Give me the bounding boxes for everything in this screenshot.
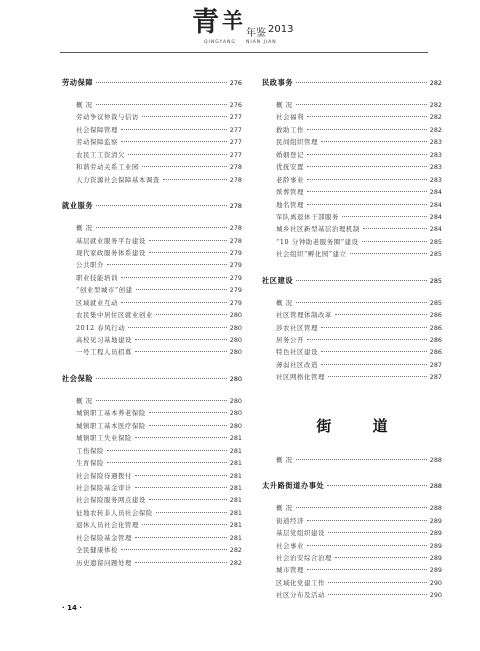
toc-entry-label: 退休人员社会化管理: [76, 521, 139, 530]
toc-entry-page: 289: [429, 529, 442, 538]
toc-entry-page: 280: [229, 348, 242, 357]
toc-entry-page: 282: [429, 79, 442, 87]
dot-leader: [107, 264, 227, 265]
dot-leader: [96, 227, 227, 228]
toc-entry-page: 279: [229, 261, 242, 270]
toc-entry-page: 278: [229, 175, 242, 184]
toc-entry: [262, 249, 442, 261]
toc-entry-label: 街道经济: [276, 516, 304, 525]
toc-entry: [62, 310, 242, 322]
toc-entry: [62, 112, 242, 124]
toc-entry-label: 概 况: [276, 298, 293, 307]
dot-leader: [335, 557, 427, 558]
toc-entry-page: 278: [229, 202, 242, 211]
toc-entry-label: 劳动保障: [62, 78, 94, 87]
dot-leader: [149, 240, 227, 241]
toc-entry: [62, 495, 242, 507]
toc-entry-label: 婚姻登记: [276, 150, 304, 159]
toc-entry-label: 城镇职工基本医疗保险: [76, 421, 146, 430]
toc-entry-label: 高校见习基地建设: [76, 336, 132, 344]
page-number: · 14 ·: [62, 604, 82, 612]
toc-entry-page: 283: [429, 163, 442, 172]
toc-entry-page: 290: [429, 591, 442, 600]
toc-entry-page: 282: [429, 113, 442, 122]
toc-entry-label: 社会治安综合治理: [276, 553, 332, 562]
dot-leader: [149, 412, 227, 413]
toc-entry: [262, 347, 442, 359]
dot-leader: [96, 378, 227, 379]
toc-entry-label: 一号工程人员招募: [76, 348, 132, 357]
toc-entry-page: 280: [229, 336, 242, 344]
dot-leader: [321, 327, 427, 328]
toc-entry: [262, 100, 442, 112]
dot-leader: [321, 364, 427, 365]
toc-entry-label: 征地农转非人员社会保险: [76, 508, 153, 517]
toc-entry: [262, 323, 442, 335]
dot-leader: [121, 129, 227, 130]
toc-entry: [262, 150, 442, 162]
toc-entry-page: 288: [429, 455, 442, 464]
toc-entry-label: “创业型城市”创建: [76, 286, 133, 295]
toc-entry-page: 278: [229, 236, 242, 245]
toc-entry: [62, 396, 242, 408]
logo-latin-right: NIAN JIAN: [246, 40, 277, 45]
dot-leader: [296, 280, 427, 281]
dot-leader: [121, 277, 227, 278]
dot-leader: [142, 524, 227, 525]
toc-entry-page: 281: [229, 446, 242, 455]
toc-entry-page: 283: [429, 150, 442, 159]
dot-leader: [149, 252, 227, 253]
logo-character-qing: 青: [192, 7, 219, 38]
toc-entry-label: 2012 春风行动: [76, 323, 126, 332]
toc-entry-label: 概 况: [76, 101, 93, 109]
toc-entry-page: 282: [429, 101, 442, 109]
toc-entry-page: 287: [429, 360, 442, 369]
dot-leader: [96, 104, 227, 105]
toc-entry-page: 289: [429, 541, 442, 550]
dot-leader: [107, 462, 227, 463]
toc-entry-label: 社会保障管理: [76, 125, 118, 134]
toc-entry-page: 284: [429, 188, 442, 197]
toc-entry: [62, 285, 242, 297]
toc-entry: [62, 433, 242, 445]
dot-leader: [296, 507, 427, 508]
dot-leader: [307, 154, 427, 155]
toc-entry: [262, 455, 442, 467]
toc-entry-label: 社区网格化管理: [276, 373, 325, 382]
toc-entry-page: 284: [429, 200, 442, 209]
toc-entry-label: 城市管理: [276, 566, 304, 575]
toc-entry-label: 社会事业: [276, 541, 304, 550]
dot-leader: [363, 228, 427, 229]
toc-entry-label: 太升路街道办事处: [262, 481, 325, 491]
toc-entry-label: 社区管理体制改革: [276, 311, 332, 320]
toc-entry-label: 和谐劳动关系工业园: [76, 163, 139, 172]
toc-entry-label: 历史遗留问题处理: [76, 558, 132, 567]
logo-character-yang: 羊: [222, 8, 243, 33]
toc-entry-label: 社会保险服务网点建设: [76, 496, 146, 505]
toc-entry-label: 就业服务: [62, 201, 94, 211]
dot-leader: [107, 450, 227, 451]
dot-leader: [307, 520, 427, 521]
dot-leader: [96, 205, 227, 206]
toc-entry-page: 280: [229, 409, 242, 418]
toc-entry-page: 290: [429, 578, 442, 587]
toc-entry-page: 289: [429, 516, 442, 525]
dot-leader: [328, 376, 427, 377]
toc-entry: [62, 545, 242, 557]
toc-entry-page: 286: [429, 348, 442, 357]
toc-entry-label: 社会保险基金管理: [76, 533, 132, 542]
toc-entry: [62, 223, 242, 235]
dot-leader: [135, 537, 227, 538]
toc-entry-label: 概 况: [276, 455, 293, 464]
toc-entry-page: 276: [229, 79, 242, 87]
toc-entry-label: 救助工作: [276, 125, 304, 134]
toc-section-heading: [62, 374, 242, 389]
toc-entry: [62, 175, 242, 187]
dot-leader: [307, 166, 427, 167]
toc-entry: [262, 335, 442, 347]
dot-leader: [328, 532, 427, 533]
dot-leader: [135, 339, 227, 340]
toc-section-heading: [262, 481, 442, 496]
toc-entry-page: 279: [229, 298, 242, 307]
toc-entry-label: 人力资源社会保障基本调查: [76, 175, 160, 184]
toc-entry: [62, 137, 242, 149]
dot-leader: [135, 437, 227, 438]
dot-leader: [335, 314, 427, 315]
toc-entry: [262, 175, 442, 187]
toc-section-heading: [262, 276, 442, 291]
toc-entry: [62, 323, 242, 335]
toc-entry: [262, 298, 442, 310]
toc-entry-page: 278: [229, 163, 242, 172]
dot-leader: [321, 141, 427, 142]
toc-entry-label: 生育保险: [76, 459, 104, 468]
toc-entry-label: 优抚安置: [276, 163, 304, 172]
dot-leader: [321, 351, 427, 352]
toc-entry: [62, 150, 242, 162]
toc-entry-label: 现代家政服务体系建设: [76, 248, 146, 257]
toc-entry-page: 288: [429, 482, 442, 491]
toc-entry-label: 劳动争议仲裁与信访: [76, 113, 139, 122]
toc-entry-page: 285: [429, 276, 442, 285]
toc-entry: [62, 446, 242, 458]
toc-entry: [262, 200, 442, 212]
dot-leader: [328, 594, 427, 595]
dot-leader: [96, 82, 227, 83]
toc-entry-label: 社会保险待遇拨付: [76, 471, 132, 480]
dot-leader: [135, 562, 227, 563]
toc-entry-page: 282: [229, 546, 242, 555]
toc-entry-label: 薄弱社区改造: [276, 360, 318, 369]
toc-entry-page: 282: [429, 125, 442, 134]
toc-left-column: [62, 78, 242, 570]
toc-entry-label: 农民工工资清欠: [76, 150, 125, 159]
toc-entry-label: 农民集中居住区就业创业: [76, 311, 153, 320]
dot-leader: [156, 512, 227, 513]
toc-entry-page: 281: [229, 434, 242, 443]
toc-section-heading: [62, 201, 242, 216]
toc-entry-label: 城镇职工失业保险: [76, 434, 132, 443]
toc-entry-label: 工伤保险: [76, 446, 104, 455]
toc-entry-label: 社会组织“孵化园”建立: [276, 250, 347, 259]
toc-entry: [62, 421, 242, 433]
dot-leader: [136, 289, 227, 290]
dot-leader: [307, 204, 427, 205]
toc-entry-page: 281: [229, 483, 242, 492]
dot-leader: [128, 154, 227, 155]
toc-entry: [62, 558, 242, 570]
dot-leader: [149, 499, 227, 500]
toc-entry: [262, 162, 442, 174]
toc-entry: [62, 471, 242, 483]
dot-leader: [149, 425, 227, 426]
toc-entry-page: 287: [429, 373, 442, 382]
dot-leader: [156, 314, 227, 315]
toc-section-heading: [262, 78, 442, 93]
dot-leader: [135, 487, 227, 488]
dot-leader: [142, 116, 227, 117]
logo-latin-left: QINGYANG: [204, 40, 236, 45]
toc-entry-page: 289: [429, 553, 442, 562]
toc-entry: [62, 508, 242, 520]
toc-entry-label: 城乡社区新型基层治理机制: [276, 225, 360, 234]
toc-entry-page: 278: [229, 224, 242, 233]
toc-entry: [262, 372, 442, 384]
toc-entry-page: 289: [429, 566, 442, 575]
toc-entry: [262, 565, 442, 577]
dot-leader: [362, 241, 427, 242]
toc-entry-page: 285: [429, 237, 442, 246]
toc-entry-page: 286: [429, 311, 442, 320]
toc-entry: [262, 125, 442, 137]
dot-leader: [121, 141, 227, 142]
dot-leader: [307, 339, 427, 340]
dot-leader: [307, 191, 427, 192]
toc-entry-label: 职业技能培训: [76, 273, 118, 282]
toc-entry-label: 公共职介: [76, 261, 104, 270]
dot-leader: [307, 116, 427, 117]
toc-entry-label: 区域就业互动: [76, 298, 118, 307]
toc-entry-label: 涉农社区管理: [276, 323, 318, 332]
toc-entry-page: 286: [429, 323, 442, 332]
toc-entry: [262, 187, 442, 199]
toc-entry-label: 特色社区建设: [276, 348, 318, 357]
toc-entry-page: 281: [229, 533, 242, 542]
toc-entry-page: 279: [229, 248, 242, 257]
dot-leader: [296, 302, 427, 303]
toc-entry: [62, 347, 242, 359]
toc-entry-page: 283: [429, 175, 442, 184]
toc-entry-page: 288: [429, 504, 442, 513]
street-part-heading: 街 道: [316, 416, 406, 435]
toc-entry: [262, 516, 442, 528]
dot-leader: [142, 166, 227, 167]
toc-entry-page: 286: [429, 336, 442, 344]
toc-entry-label: 民政事务: [262, 78, 294, 87]
toc-entry-page: 285: [429, 298, 442, 307]
toc-entry: [262, 553, 442, 565]
dot-leader: [296, 82, 427, 83]
toc-entry: [62, 483, 242, 495]
toc-entry-label: 社会福利: [276, 113, 304, 122]
dot-leader: [96, 400, 227, 401]
dot-leader: [307, 545, 427, 546]
dot-leader: [121, 302, 227, 303]
dot-leader: [135, 351, 227, 352]
toc-entry: [62, 125, 242, 137]
dot-leader: [296, 459, 427, 460]
toc-right-column: [262, 78, 442, 603]
toc-entry-page: 277: [229, 113, 242, 122]
dot-leader: [328, 582, 427, 583]
toc-entry-label: 军队离退休干部服务: [276, 212, 339, 221]
dot-leader: [342, 216, 427, 217]
dot-leader: [163, 179, 227, 180]
toc-entry-page: 280: [229, 396, 242, 405]
toc-entry-label: 民间组织管理: [276, 138, 318, 147]
toc-entry-label: 社会保险基金审计: [76, 483, 132, 492]
toc-entry-page: 279: [229, 286, 242, 295]
toc-entry-page: 285: [429, 250, 442, 259]
toc-entry-page: 283: [429, 138, 442, 147]
dot-leader: [327, 485, 426, 486]
toc-entry-page: 280: [229, 323, 242, 332]
logo-year: 2013: [268, 24, 294, 35]
toc-entry-page: 284: [429, 225, 442, 234]
toc-entry-page: 282: [229, 558, 242, 567]
toc-entry: [262, 578, 442, 590]
toc-entry-page: 281: [229, 496, 242, 505]
toc-entry-label: 全民健康体检: [76, 546, 118, 555]
toc-entry: [62, 520, 242, 532]
toc-entry: [62, 458, 242, 470]
toc-entry: [262, 590, 442, 602]
toc-entry-label: 殡葬管理: [276, 188, 304, 197]
toc-entry-label: 城镇职工基本养老保险: [76, 409, 146, 418]
toc-entry: [262, 137, 442, 149]
toc-entry-label: 概 况: [276, 101, 293, 109]
toc-entry: [262, 503, 442, 515]
toc-entry-page: 281: [229, 521, 242, 530]
toc-entry-page: 281: [229, 459, 242, 468]
toc-entry: [262, 224, 442, 236]
toc-entry: [262, 541, 442, 553]
toc-entry-label: 老龄事业: [276, 175, 304, 184]
toc-entry-label: 区域化党建工作: [276, 578, 325, 587]
toc-entry-label: 概 况: [76, 396, 93, 405]
toc-entry: [62, 298, 242, 310]
toc-entry: [62, 162, 242, 174]
toc-entry-page: 281: [229, 471, 242, 480]
toc-entry: [62, 236, 242, 248]
toc-entry-label: 居务公开: [276, 336, 304, 344]
dot-leader: [135, 475, 227, 476]
page-header: [0, 0, 480, 62]
dot-leader: [307, 129, 427, 130]
toc-entry-label: 概 况: [76, 224, 93, 233]
dot-leader: [121, 549, 227, 550]
toc-entry: [262, 528, 442, 540]
toc-entry-page: 277: [229, 125, 242, 134]
toc-entry-page: 276: [229, 101, 242, 109]
toc-entry-page: 277: [229, 150, 242, 159]
toc-entry-label: 基层党组织建设: [276, 529, 325, 538]
toc-entry: [62, 260, 242, 272]
toc-entry-page: 281: [229, 508, 242, 517]
toc-entry-label: “10 分钟助老服务圈”建设: [276, 237, 359, 246]
toc-entry: [62, 248, 242, 260]
toc-entry: [262, 360, 442, 372]
dot-leader: [350, 253, 427, 254]
toc-entry-page: 280: [229, 374, 242, 383]
toc-entry: [62, 408, 242, 420]
toc-entry-label: 基层就业服务平台建设: [76, 236, 146, 245]
toc-entry-page: 284: [429, 212, 442, 221]
dot-leader: [307, 179, 427, 180]
toc-entry-label: 社区建设: [262, 275, 294, 285]
dot-leader: [307, 569, 427, 570]
toc-entry: [262, 112, 442, 124]
toc-entry: [262, 310, 442, 322]
toc-entry-label: 劳动保障监察: [76, 138, 118, 147]
dot-leader: [296, 104, 427, 105]
toc-entry: [262, 237, 442, 249]
logo-yearbook-label: 年鉴: [246, 28, 266, 39]
toc-section-heading: [62, 78, 242, 93]
toc-entry-label: 地名管理: [276, 200, 304, 209]
toc-entry-page: 279: [229, 273, 242, 282]
toc-entry-label: 社区分布及活动: [276, 591, 325, 600]
toc-entry: [262, 212, 442, 224]
dot-leader: [128, 327, 227, 328]
toc-entry-label: 社会保险: [62, 373, 94, 383]
toc-entry-label: 概 况: [276, 504, 293, 513]
toc-entry-page: 277: [229, 138, 242, 147]
toc-entry-page: 280: [229, 421, 242, 430]
toc-entry-page: 280: [229, 311, 242, 320]
toc-entry: [62, 533, 242, 545]
toc-entry: [62, 335, 242, 347]
header-rule: [60, 52, 428, 53]
toc-entry: [62, 273, 242, 285]
toc-entry: [62, 100, 242, 112]
